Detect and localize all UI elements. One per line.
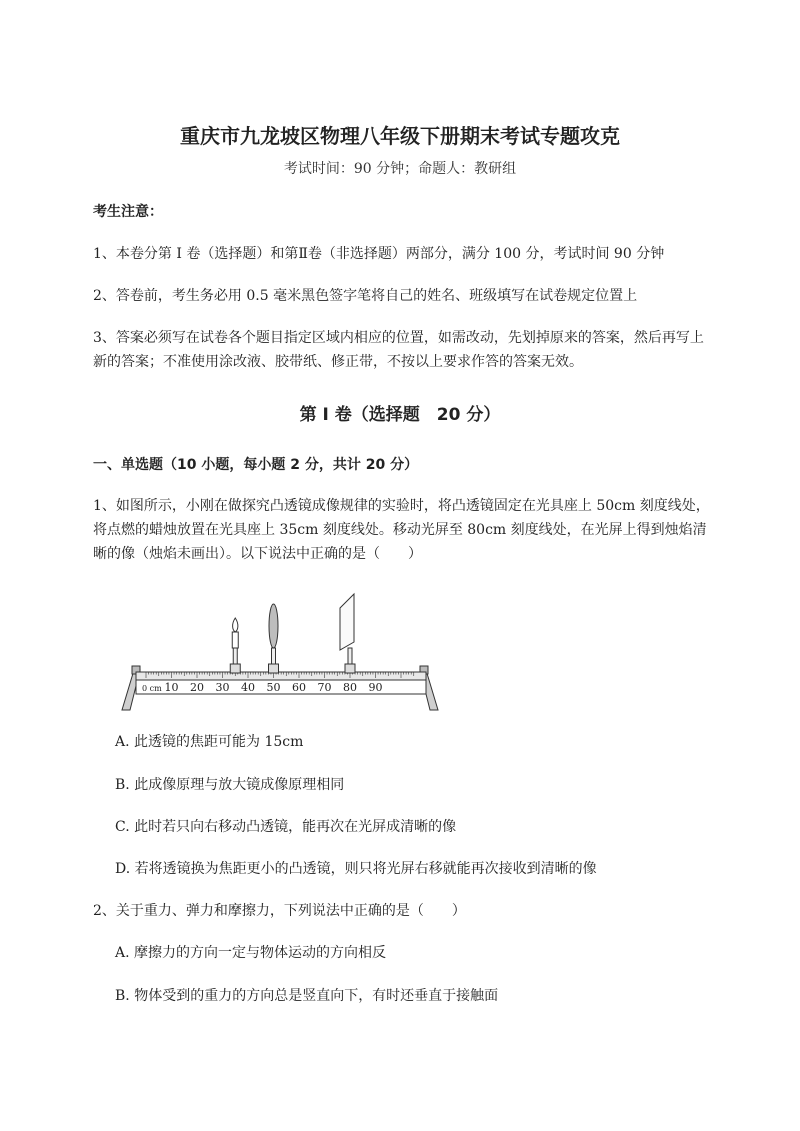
question-2-option-a[interactable]: A. 摩擦力的方向一定与物体运动的方向相反: [115, 945, 387, 961]
ruler-label: 10: [164, 681, 179, 694]
notice-heading: 考生注意：: [93, 204, 163, 220]
exam-info: 考试时间：90 分钟；命题人：教研组: [283, 161, 517, 177]
ruler-label: 40: [241, 681, 255, 694]
convex-lens: [269, 604, 279, 673]
bench-items: [230, 594, 355, 673]
flame-icon: [233, 618, 238, 632]
ruler-label: 20: [190, 681, 204, 694]
question-2-option-b[interactable]: B. 物体受到的重力的方向总是竖直向下，有时还垂直于接触面: [115, 988, 499, 1004]
notice-item-1: 1、本卷分第 I 卷（选择题）和第Ⅱ卷（非选择题）两部分，满分 100 分，考试时间 90 分钟: [93, 246, 665, 262]
section-title: 第 I 卷（选择题 20 分）: [299, 405, 501, 425]
optical-bench-figure: [120, 588, 440, 716]
question-2-stem: 2、关于重力、弹力和摩擦力，下列说法中正确的是（ ）: [93, 903, 466, 919]
question-part-heading: 一、单选题（10 小题，每小题 2 分，共计 20 分）: [93, 457, 419, 473]
ruler-label: 0 cm: [142, 684, 162, 693]
ruler-label: 50: [266, 681, 281, 694]
question-1-option-d[interactable]: D. 若将透镜换为焦距更小的凸透镜，则只将光屏右移就能再次接收到清晰的像: [115, 861, 597, 877]
ruler-label: 80: [343, 681, 357, 694]
candle: [230, 618, 240, 673]
page-title: 重庆市九龙坡区物理八年级下册期末考试专题攻克: [180, 124, 620, 148]
ruler-label: 60: [292, 681, 306, 694]
question-1-option-a[interactable]: A. 此透镜的焦距可能为 15cm: [115, 734, 304, 750]
question-1-stem: 1、如图所示，小刚在做探究凸透镜成像规律的实验时，将凸透镜固定在光具座上 50cm 刻度线处，将点燃的蜡烛放置在光具座上 35cm 刻度线处。移动光屏至 80cm 刻度线处，在光屏上得到烛焰清晰的像（烛焰未画出）。以下说法中正确的是（ ）: [93, 498, 710, 562]
ruler-label: 90: [368, 681, 383, 694]
light-screen: [340, 594, 355, 673]
question-1-option-c[interactable]: C. 此时若只向右移动凸透镜，能再次在光屏成清晰的像: [115, 819, 457, 835]
question-1-option-b[interactable]: B. 此成像原理与放大镜成像原理相同: [115, 777, 345, 793]
notice-item-3: 3、答案必须写在试卷各个题目指定区域内相应的位置，如需改动，先划掉原来的答案，然后再写上新的答案；不准使用涂改液、胶带纸、修正带，不按以上要求作答的答案无效。: [93, 330, 704, 370]
notice-item-2: 2、答卷前，考生务必用 0.5 毫米黑色签字笔将自己的姓名、班级填写在试卷规定位置上: [93, 288, 638, 304]
ruler-label: 70: [317, 681, 332, 694]
ruler-label: 30: [215, 681, 230, 694]
